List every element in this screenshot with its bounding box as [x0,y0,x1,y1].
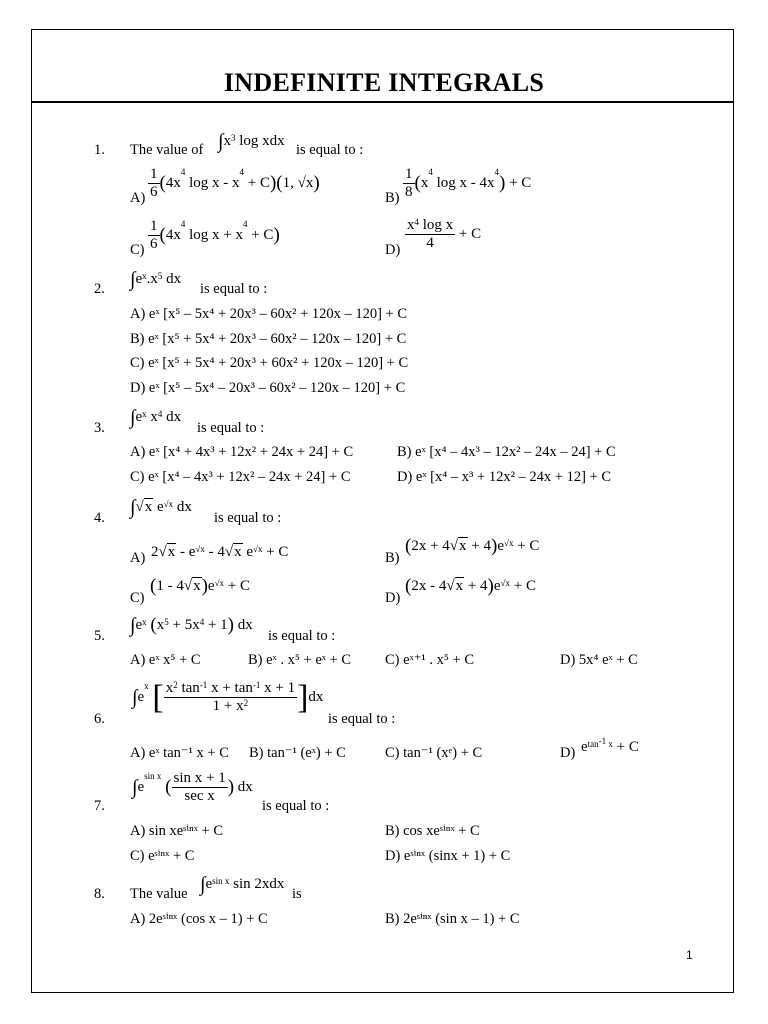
q3-integral: $\int e^x$ $x^4$ dx [130,406,182,429]
q6-option-d-label: D) [560,745,576,761]
q6-option-d: $e^{tan^{-1} x} + C$ [581,736,639,755]
q2-option-b: B) eˣ [x⁵ + 5x⁴ + 20x³ – 60x² – 120x – 120] + C [130,331,407,347]
q3-option-a: A) eˣ [x⁴ + 4x³ + 12x² + 24x + 24] + C [130,444,354,460]
q2-option-a: A) eˣ [x⁵ – 5x⁴ + 20x³ – 60x² + 120x – 120] + C [130,306,408,322]
q5-number: 5. [94,628,105,644]
q4-number: 4. [94,510,105,526]
q7-suffix: is equal to : [262,798,330,814]
page-title: INDEFINITE INTEGRALS [223,68,545,97]
q1-option-b-label: B) [385,190,400,206]
q2-number: 2. [94,281,105,297]
q6-number: 6. [94,711,105,727]
q1-suffix: is equal to : [296,142,364,158]
q1-option-a: $\frac{1}{6}$ ($4x^4$ $\log x - x^4 + C)(1$, √x) [150,166,320,200]
q1-option-c: $\frac{1}{6}$ ($4x^4$ $\log x + x^4 + C$) [150,218,280,252]
q5-option-b: B) eˣ . x⁵ + eˣ + C [248,652,352,668]
q2-suffix: is equal to : [200,281,268,297]
q7-number: 7. [94,798,105,814]
q4-option-b: $(2x + 4√x + 4)e^{√x} + C$ [405,535,540,557]
q8-option-b: B) 2eˢⁱⁿˣ (sin x – 1) + C [385,911,520,927]
q6-integral: $\int e^x$ [ $\frac{x^2 \tan^{-1} x + \tan^{-1} x + 1}{1 + x^2}$ ]dx [132,678,324,716]
q3-option-c: C) eˣ [x⁴ – 4x³ + 12x² – 24x + 24] + C [130,469,351,485]
q5-suffix: is equal to : [268,628,336,644]
page-number: 1 [686,948,693,962]
q1-option-c-label: C) [130,242,145,258]
q6-option-b: B) tan⁻¹ (eˣ) + C [249,745,346,761]
q5-option-c: C) eˣ⁺¹ . x⁵ + C [385,652,475,668]
q3-suffix: is equal to : [197,420,265,436]
q8-prompt: The value [130,886,188,902]
q7-option-a: A) sin xeˢⁱⁿˣ + C [130,823,224,839]
q4-option-c-label: C) [130,590,145,606]
q4-option-a-label: A) [130,550,146,566]
q8-integral: $\int e^{sin x}$ sin 2xdx [200,873,285,896]
q5-option-d: D) 5x⁴ eˣ + C [560,652,638,668]
q2-option-c: C) eˣ [x⁵ + 5x⁴ + 20x³ + 60x² + 120x – 120] + C [130,355,409,371]
q1-option-d-label: D) [385,242,401,258]
q6-suffix: is equal to : [328,711,396,727]
q1-option-d: $\frac{x^4 \log x}{4}$ + C [407,217,482,251]
q7-option-b: B) cos xeˢⁱⁿˣ + C [385,823,480,839]
q4-option-b-label: B) [385,550,400,566]
q4-option-d-label: D) [385,590,401,606]
q3-option-d: D) eˣ [x⁴ – x³ + 12x² – 24x + 12] + C [397,469,612,485]
q5-option-a: A) eˣ x⁵ + C [130,652,201,668]
title-divider [31,101,734,103]
q6-option-a: A) eˣ tan⁻¹ x + C [130,745,229,761]
q4-integral: ∫√x $e^{√x}$ dx [130,496,192,519]
q2-integral: $\int e^x.x^5$ dx [130,268,182,291]
q1-option-b: $\frac{1}{8}$ ($x^4$ $\log x - 4x^4) + C$ [405,166,532,200]
q6-option-c: C) tan⁻¹ (xᵉ) + C [385,745,483,761]
q1-number: 1. [94,142,105,158]
q1-prompt: The value of [130,142,204,158]
q1-integral: $\int x^3$ log xdx [218,130,285,153]
q4-option-d: $(2x - 4√x + 4)e^{√x} + C$ [405,575,536,597]
q3-number: 3. [94,420,105,436]
q8-suffix: is [292,886,302,902]
q3-option-b: B) eˣ [x⁴ – 4x³ – 12x² – 24x – 24] + C [397,444,616,460]
q4-suffix: is equal to : [214,510,282,526]
q2-option-d: D) eˣ [x⁵ – 5x⁴ – 20x³ – 60x² – 120x – 120] + C [130,380,406,396]
q7-option-d: D) eˢⁱⁿˣ (sinx + 1) + C [385,848,511,864]
q7-integral: $\int e^{sin x}$ ( $\frac{\text{sin x + 1}}{\text{sec x}}$ ) dx [132,770,253,804]
q8-option-a: A) 2eˢⁱⁿˣ (cos x – 1) + C [130,911,268,927]
q4-option-c: $(1 - 4√x)e^{√x} + C$ [150,575,250,597]
q5-integral: $\int e^x$ $(x^5 + 5x^4 + 1)$ dx [130,614,253,637]
q8-number: 8. [94,886,105,902]
q7-option-c: C) eˢⁱⁿˣ + C [130,848,195,864]
q4-option-a: $2√x - e^{√x} - 4√x$ $e^{√x} + C$ [151,544,289,560]
q1-option-a-label: A) [130,190,146,206]
